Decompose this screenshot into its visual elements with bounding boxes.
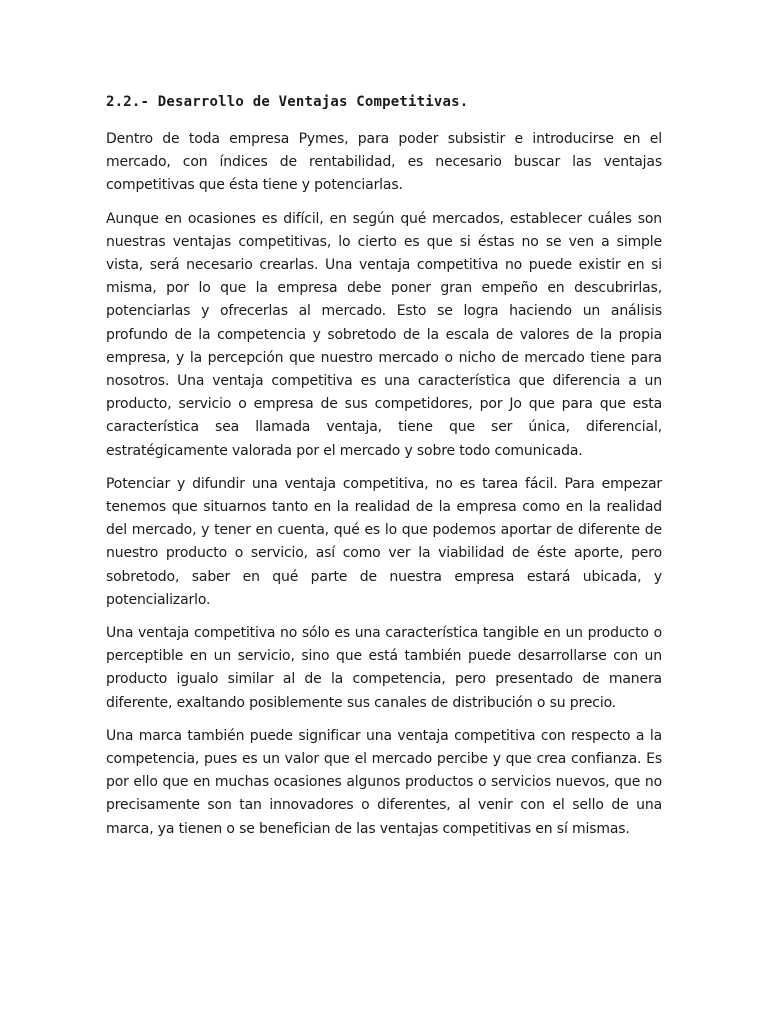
paragraph-4: Una ventaja competitiva no sólo es una característica tangible en un producto o perceptible en un servicio, sino que está también puede desarrollarse con un producto igualo similar al de la competencia, pero presentado de manera diferente, exaltando posiblemente sus canales de distribución o su precio. — [106, 625, 662, 711]
section-heading: 2.2.- Desarrollo de Ventajas Competitivas. — [106, 94, 469, 110]
paragraph-1: Dentro de toda empresa Pymes, para poder subsistir e introducirse en el mercado, con índices de rentabilidad, es necesario buscar las ventajas competitivas que ésta tiene y potenciarlas. — [106, 131, 662, 194]
paragraph-5: Una marca también puede significar una ventaja competitiva con respecto a la competencia, pues es un valor que el mercado percibe y que crea confianza. Es por ello que en muchas ocasiones algunos productos o servicios nuevos, que no precisamente son tan innovadores o diferentes, al venir con el sello de una marca, ya tienen o se benefician de las ventajas competitivas en sí mismas. — [106, 727, 662, 837]
document-page — [106, 92, 662, 851]
paragraph-2: Aunque en ocasiones es difícil, en según qué mercados, establecer cuáles son nuestras ventajas competitivas, lo cierto es que si éstas no se ven a simple vista, será necesario crearlas. Una ventaja competitiva no puede existir en si misma, por lo que la empresa debe poner gran empeño en descubrirlas, potenciarlas y ofrecerlas al mercado. Esto se logra haciendo un análisis profundo de la competencia y sobretodo de la escala de valores de la propia empresa, y la percepción que nuestro mercado o nicho de mercado tiene para nosotros. Una ventaja competitiva es una característica que diferencia a un producto, servicio o empresa de sus competidores, por Jo que para que esta característica sea llamada ventaja, tiene que ser única, diferencial, estratégicamente valorada por el mercado y sobre todo comunicada. — [106, 210, 662, 459]
paragraph-3: Potenciar y difundir una ventaja competitiva, no es tarea fácil. Para empezar tenemos que situarnos tanto en la realidad de la empresa como en la realidad del mercado, y tener en cuenta, qué es lo que podemos aportar de diferente de nuestro producto o servicio, así como ver la viabilidad de éste aporte, pero sobretodo, saber en qué parte de nuestra empresa estará ubicada, y potencializarlo. — [106, 475, 662, 608]
